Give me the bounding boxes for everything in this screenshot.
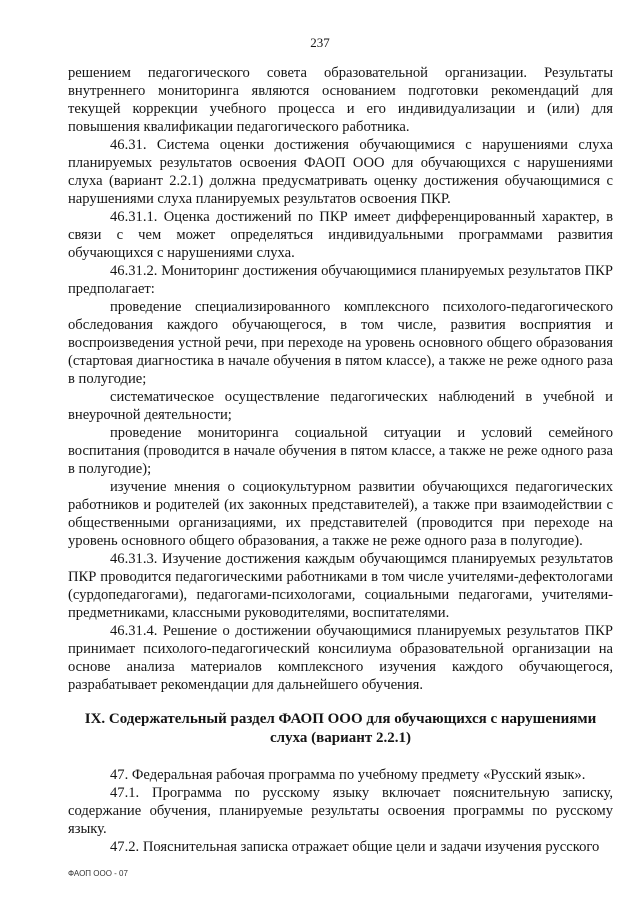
paragraph: 47. Федеральная рабочая программа по учебному предмету «Русский язык». — [110, 767, 586, 783]
paragraph: решением педагогического совета образовательной организации. Результаты внутреннего мониторинга являются основанием подготовки рекомендаций для текущей коррекции учебного процесса и его индивидуализации и (или) для повышения квалификации педагогического работника. — [68, 65, 613, 135]
paragraph: 46.31. Система оценки достижения обучающимися с нарушениями слуха планируемых результатов освоения ФАОП ООО для обучающихся с нарушениями слуха (вариант 2.2.1) должна предусматривать оценку достижения обучающимися с нарушениями слуха планируемых результатов освоения ПКР. — [68, 137, 613, 207]
paragraph: 46.31.4. Решение о достижении обучающимися планируемых результатов ПКР принимает психолого-педагогический консилиума образовательной организации на основе анализа материалов комплексного изучения каждого обучающегося, разрабатывает рекомендации для дальнейшего обучения. — [68, 623, 613, 693]
paragraph: 46.31.2. Мониторинг достижения обучающимися планируемых результатов ПКР предполагает: — [68, 263, 613, 297]
paragraph: проведение специализированного комплексного психолого-педагогического обследования каждого обучающегося, в том числе, развития восприятия и воспроизведения устной речи, при переходе на уровень основного общего образования (стартовая диагностика в начале обучения в пятом классе), а также не реже одного раза в полугодие; — [68, 299, 613, 387]
document-footer: ФАОП ООО - 07 — [68, 869, 128, 878]
paragraph: 47.1. Программа по русскому языку включает пояснительную записку, содержание обучения, планируемые результаты освоения программы по русскому языку. — [68, 785, 613, 837]
document-body — [68, 64, 613, 856]
paragraph: 46.31.3. Изучение достижения каждым обучающимся планируемых результатов ПКР проводится педагогическими работниками в том числе учителями-дефектологами (сурдопедагогами), педагогами-психологами, социальными педагогами, учителями-предметниками, классными руководителями, воспитателями. — [68, 551, 613, 621]
paragraph: 47.2. Пояснительная записка отражает общие цели и задачи изучения русского — [110, 839, 600, 855]
paragraph: проведение мониторинга социальной ситуации и условий семейного воспитания (проводится в начале обучения в пятом классе, а также не реже одного раза в полугодие); — [68, 425, 613, 477]
paragraph: изучение мнения о социокультурном развитии обучающихся педагогических работников и родителей (их законных представителей), а также при взаимодействии с общественными организациями, их представителей (проводится при переходе на уровень основного общего образования, а также не реже одного раза в полугодие). — [68, 479, 613, 549]
page-number: 237 — [310, 35, 330, 50]
section-heading: IX. Содержательный раздел ФАОП ООО для обучающихся с нарушениями слуха (вариант 2.2.1) — [84, 711, 597, 746]
paragraph: 46.31.1. Оценка достижений по ПКР имеет дифференцированный характер, в связи с чем может определяться индивидуальными программами развития обучающихся с нарушениями слуха. — [68, 209, 613, 261]
paragraph: систематическое осуществление педагогических наблюдений в учебной и внеурочной деятельности; — [68, 389, 613, 423]
